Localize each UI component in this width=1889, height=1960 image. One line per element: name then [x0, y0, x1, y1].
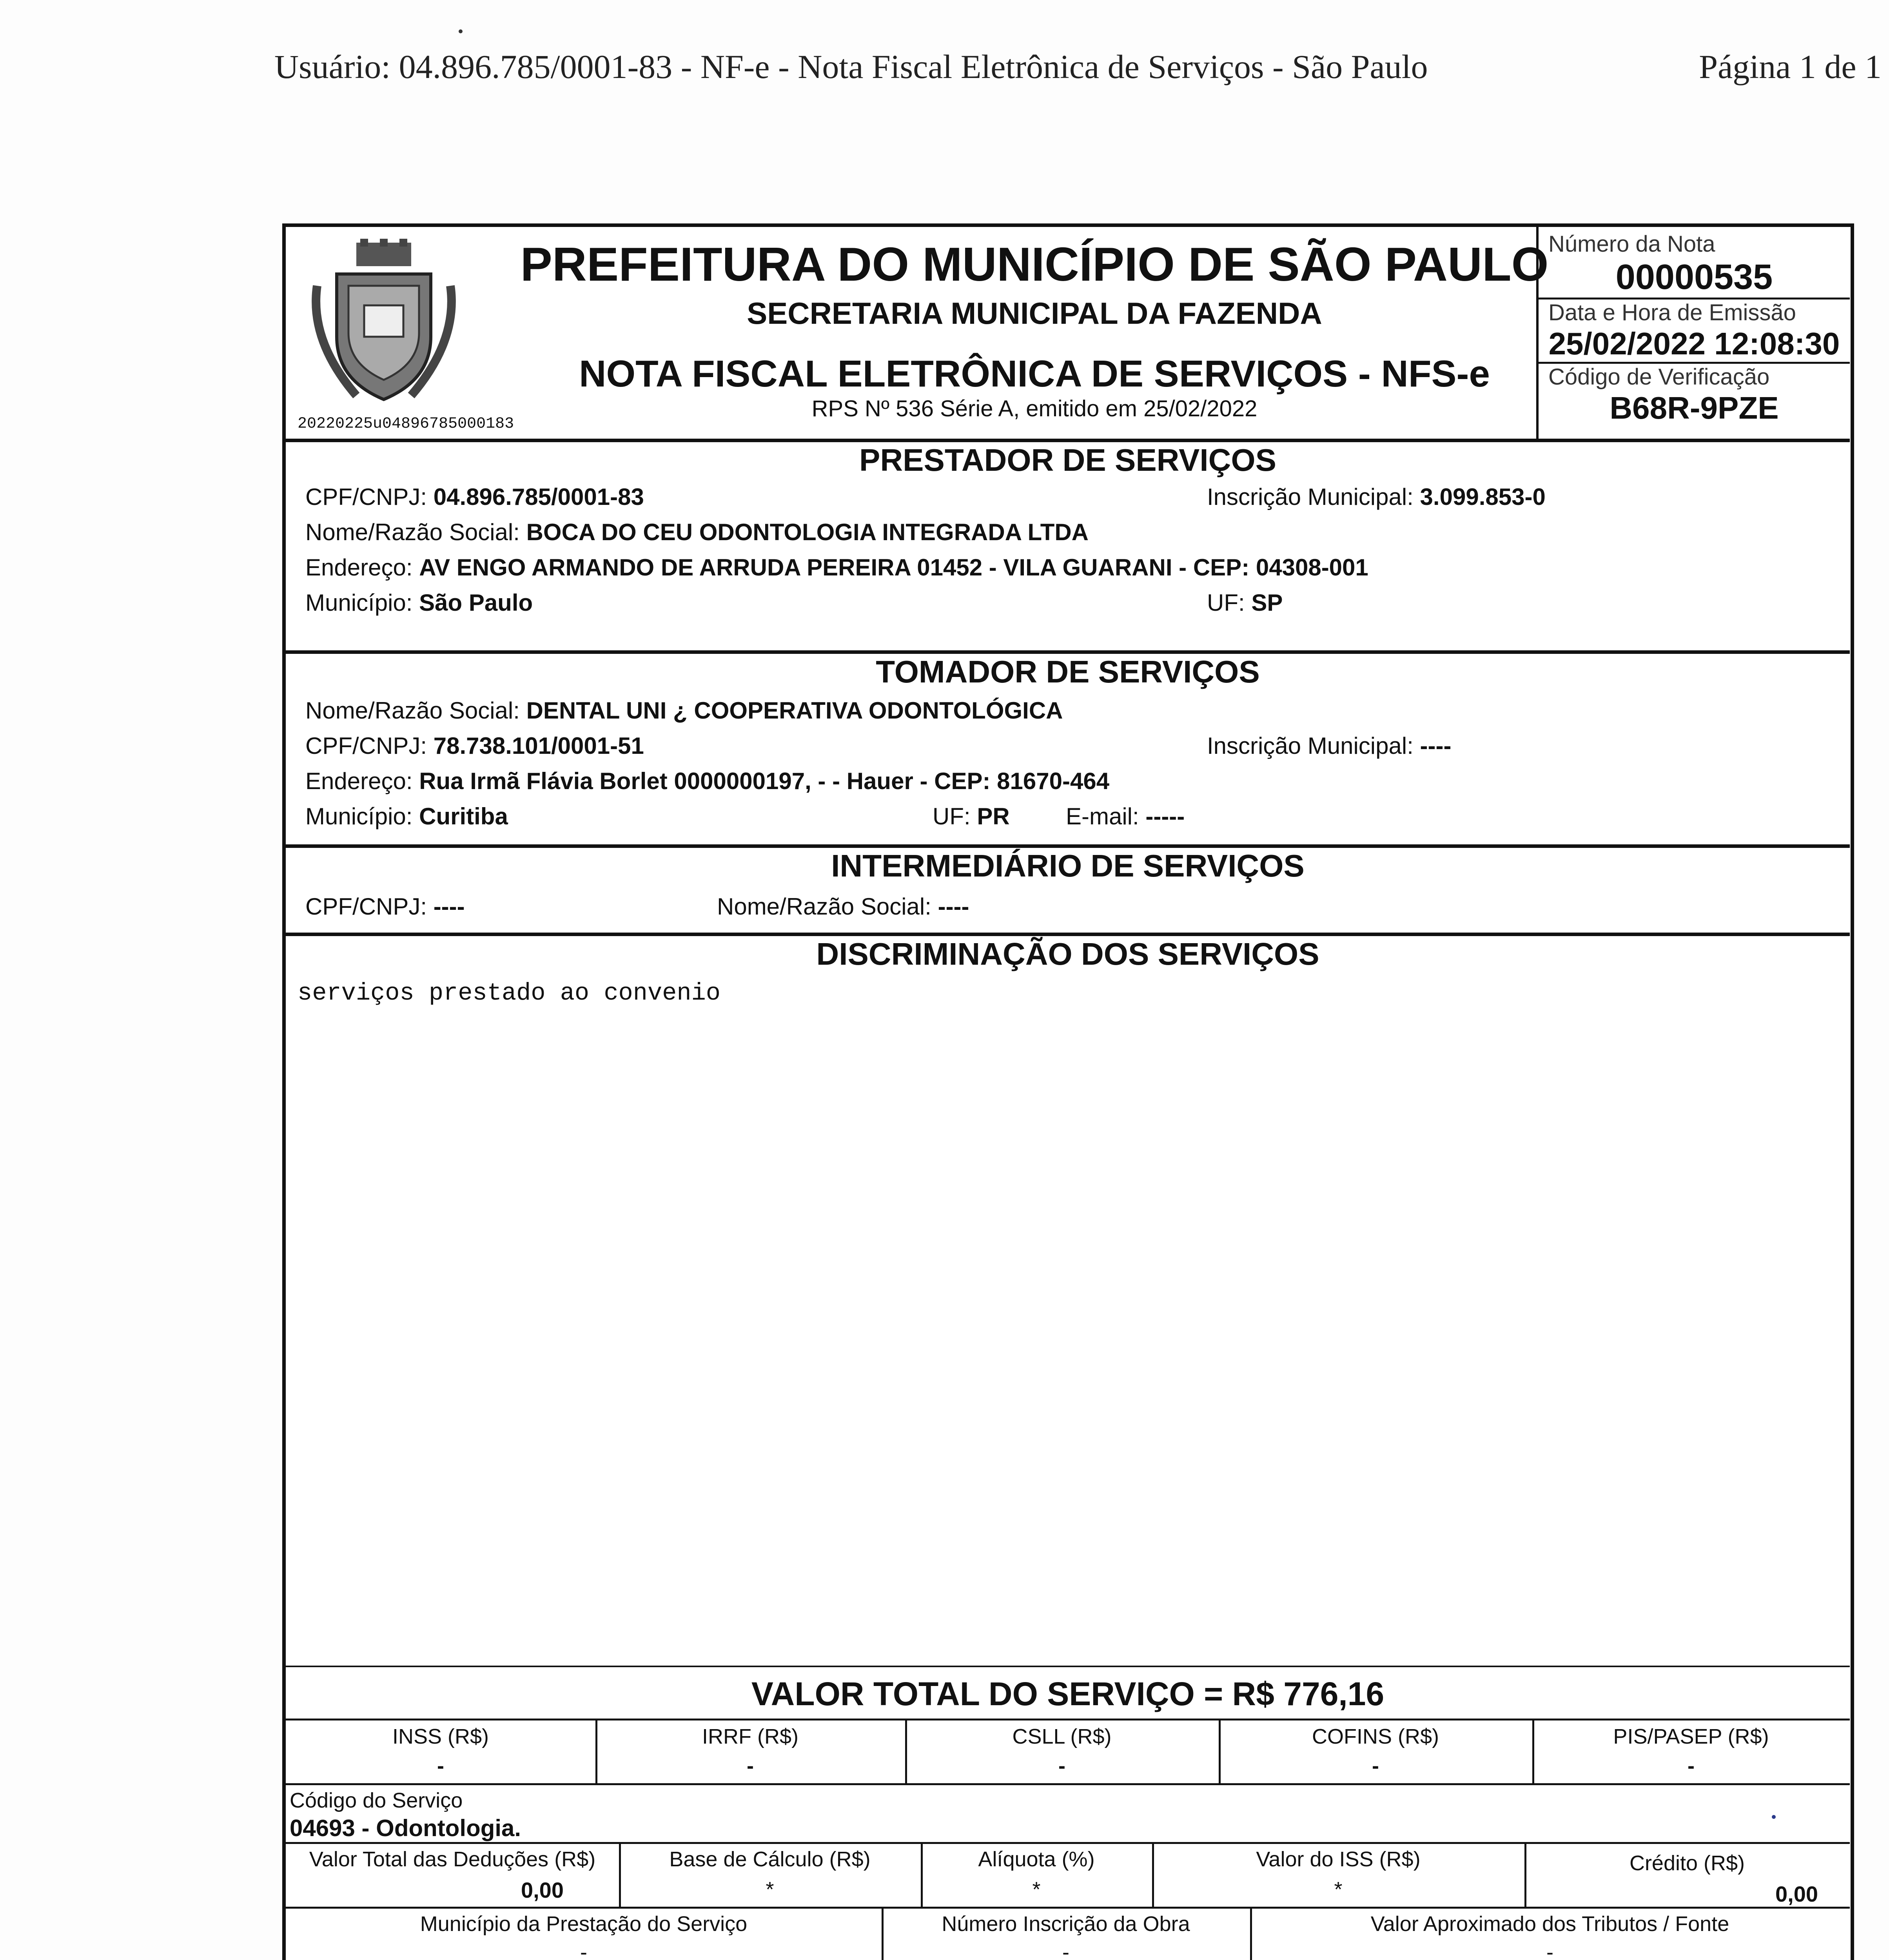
codigo-servico-value: 04693 - Odontologia.	[290, 1815, 521, 1841]
codigo-servico-label: Código do Serviço	[290, 1789, 463, 1812]
municipio-prestacao-value: -	[580, 1940, 587, 1960]
prestador-municipio: Município: São Paulo	[305, 590, 533, 616]
note-info-panel	[1536, 227, 1850, 439]
print-header	[274, 47, 1882, 86]
tributos-row	[286, 1719, 1850, 1785]
inscricao-obra-label: Número Inscrição da Obra	[942, 1912, 1190, 1936]
municipio-prestacao-label: Município da Prestação do Serviço	[420, 1912, 748, 1936]
tributos-aproximados-label: Valor Aproximado dos Tributos / Fonte	[1370, 1912, 1729, 1936]
intermediario-cpf: CPF/CNPJ: ----	[305, 893, 465, 920]
intermediario-nome: Nome/Razão Social: ----	[717, 893, 969, 920]
base-calculo-label: Base de Cálculo (R$)	[669, 1847, 871, 1871]
codigo-verificacao-value: B68R-9PZE	[1610, 390, 1779, 425]
csll-value: -	[1058, 1754, 1065, 1778]
valor-total: VALOR TOTAL DO SERVIÇO = R$ 776,16	[751, 1675, 1385, 1712]
prestador-endereco: Endereço: AV ENGO ARMANDO DE ARRUDA PEREIRA 01452 - VILA GUARANI - CEP: 04308-001	[305, 554, 1368, 581]
aliquota-label: Alíquota (%)	[978, 1847, 1095, 1871]
inscricao-obra-value: -	[1062, 1940, 1069, 1960]
barcode-number: 20220225u04896785000183	[298, 415, 514, 433]
tomador-nome: Nome/Razão Social: DENTAL UNI ¿ COOPERATIVA ODONTOLÓGICA	[305, 697, 1063, 724]
discriminacao-section	[286, 933, 1850, 1669]
secretaria-title: SECRETARIA MUNICIPAL DA FAZENDA	[747, 296, 1322, 330]
document-header	[286, 227, 1850, 439]
cofins-value: -	[1372, 1754, 1379, 1778]
irrf-value: -	[747, 1754, 754, 1778]
nfse-document	[282, 223, 1854, 1960]
nfse-title: NOTA FISCAL ELETRÔNICA DE SERVIÇOS - NFS-e	[579, 353, 1490, 395]
cofins-label: COFINS (R$)	[1312, 1725, 1439, 1748]
local-row	[286, 1907, 1850, 1960]
prestador-uf: UF: SP	[1207, 590, 1283, 616]
discriminacao-title: DISCRIMINAÇÃO DOS SERVIÇOS	[816, 936, 1319, 971]
aliquota-value: *	[1032, 1878, 1041, 1901]
discriminacao-text: serviços prestado ao convenio	[298, 979, 720, 1007]
rps-info: RPS Nº 536 Série A, emitido em 25/02/2022	[811, 396, 1258, 421]
calculo-row	[286, 1842, 1850, 1909]
tributos-aproximados-value: -	[1546, 1940, 1553, 1960]
scan-speck	[1772, 1815, 1776, 1819]
numero-nota-label: Número da Nota	[1548, 231, 1715, 257]
valor-iss-value: *	[1334, 1878, 1343, 1901]
tomador-uf: UF: PR	[933, 803, 1010, 829]
prefeitura-title: PREFEITURA DO MUNICÍPIO DE SÃO PAULO	[520, 238, 1549, 291]
inss-value: -	[437, 1754, 444, 1778]
data-emissao-label: Data e Hora de Emissão	[1548, 300, 1796, 325]
intermediario-section	[286, 844, 1850, 936]
prestador-nome: Nome/Razão Social: BOCA DO CEU ODONTOLOGIA INTEGRADA LTDA	[305, 519, 1089, 545]
print-header-title: Usuário: 04.896.785/0001-83 - NF-e - Nota Fiscal Eletrônica de Serviços - São Paulo	[274, 48, 1428, 85]
pis-label: PIS/PASEP (R$)	[1613, 1725, 1769, 1748]
data-emissao-value: 25/02/2022 12:08:30	[1548, 326, 1840, 361]
print-page-number: Página 1 de 1	[1699, 48, 1882, 85]
prestador-section	[286, 439, 1850, 654]
tomador-section	[286, 650, 1850, 848]
codigo-verificacao-label: Código de Verificação	[1548, 364, 1770, 390]
valor-total-section	[286, 1666, 1850, 1720]
prestador-cpf: CPF/CNPJ: 04.896.785/0001-83	[305, 484, 644, 510]
csll-label: CSLL (R$)	[1012, 1725, 1112, 1748]
scan-speck	[459, 29, 463, 33]
prestador-title: PRESTADOR DE SERVIÇOS	[859, 443, 1276, 477]
deducoes-label: Valor Total das Deduções (R$)	[309, 1847, 596, 1871]
deducoes-value: 0,00	[521, 1878, 564, 1902]
inss-label: INSS (R$)	[392, 1725, 489, 1748]
prestador-inscricao: Inscrição Municipal: 3.099.853-0	[1207, 484, 1546, 510]
base-calculo-value: *	[766, 1878, 774, 1901]
pis-value: -	[1688, 1754, 1695, 1778]
tomador-cpf: CPF/CNPJ: 78.738.101/0001-51	[305, 733, 644, 759]
tomador-municipio: Município: Curitiba	[305, 803, 508, 829]
valor-iss-label: Valor do ISS (R$)	[1256, 1847, 1421, 1871]
codigo-servico-section	[286, 1783, 1850, 1844]
tomador-inscricao: Inscrição Municipal: ----	[1207, 733, 1452, 759]
tomador-endereco: Endereço: Rua Irmã Flávia Borlet 0000000197, - - Hauer - CEP: 81670-464	[305, 768, 1110, 794]
credito-value: 0,00	[1775, 1882, 1818, 1906]
tomador-title: TOMADOR DE SERVIÇOS	[876, 654, 1260, 689]
intermediario-title: INTERMEDIÁRIO DE SERVIÇOS	[831, 848, 1305, 883]
irrf-label: IRRF (R$)	[702, 1725, 798, 1748]
coat-of-arms-icon	[309, 239, 458, 407]
credito-label: Crédito (R$)	[1629, 1851, 1745, 1875]
tomador-email: E-mail: -----	[1066, 803, 1185, 829]
numero-nota-value: 00000535	[1615, 258, 1773, 297]
